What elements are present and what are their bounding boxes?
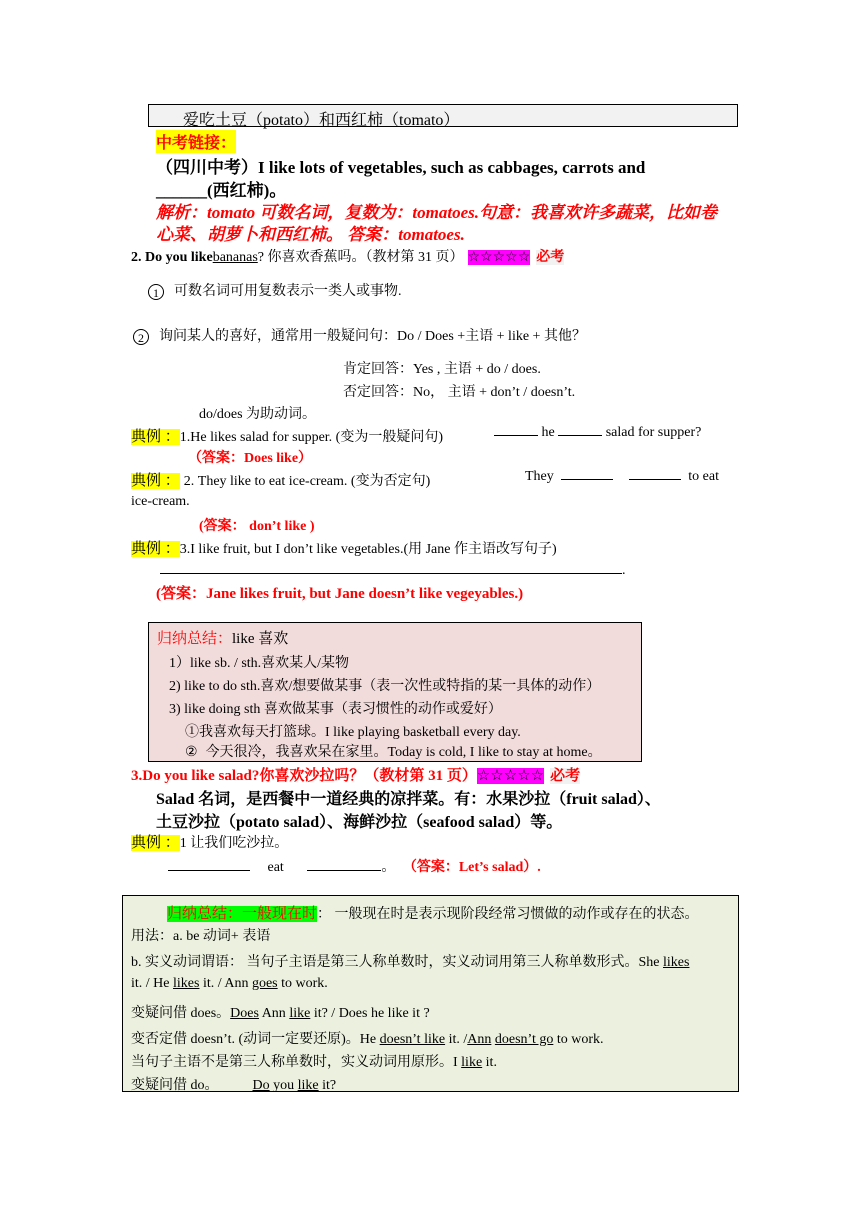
example-tag: 典例 ： <box>131 473 180 489</box>
q3-example <box>131 831 288 852</box>
q2-point1-text: 可数名词可用复数表示一类人或事物. <box>174 284 402 299</box>
summary2-line-3-c: to work. <box>281 976 328 991</box>
q2-point2 <box>133 325 586 345</box>
summary2-line-4-c: it? / Does he like it ? <box>313 1006 430 1021</box>
zhongkao-line2-rest: (西红柿)。 <box>207 181 287 200</box>
zhongkao-line1: （四川中考）I like lots of vegetables, such as cabbages, carrots and <box>156 158 646 177</box>
example-3-line <box>160 563 626 579</box>
q3-must-badge: 必考 <box>550 768 581 784</box>
summary-line-1: 1）like sb. / sth.喜欢某人/某物 <box>169 656 350 671</box>
keyword-do: Do <box>252 1078 270 1093</box>
summary2-line-4-b: Ann <box>261 1006 286 1021</box>
example-tag: 典例 ： <box>131 835 180 851</box>
q2-aux-note: do/does 为助动词。 <box>199 407 317 422</box>
circle-number-2: 2 <box>133 329 149 345</box>
example-1-text: 1.He likes salad for supper. (变为一般疑问句) <box>179 430 443 445</box>
q3-desc-1: Salad 名词，是西餐中一道经典的凉拌菜。有：水果沙拉（fruit salad）、 <box>156 791 661 808</box>
summary2-line-5 <box>131 1028 604 1048</box>
q3-desc-2: 土豆沙拉（potato salad）、海鲜沙拉（seafood salad）等。 <box>156 814 563 831</box>
keyword-does: Does <box>230 1006 259 1021</box>
summary-line-5-text: 今天很冷，我喜欢呆在家里。Today is cold, I like to stay at home。 <box>205 745 602 760</box>
q2-stars: ☆☆☆☆☆ <box>467 250 531 265</box>
answer-blank[interactable] <box>629 479 681 480</box>
q3-example-text: 1 让我们吃沙拉。 <box>179 836 289 851</box>
summary-title <box>157 627 288 648</box>
keyword-doesnt-go: doesn’t go <box>494 1032 554 1047</box>
answer-blank[interactable] <box>558 435 602 436</box>
zhongkao-analysis-2: 心菜、胡萝卜和西红柿。 答案：tomatoes. <box>156 225 465 244</box>
heading-box <box>148 104 738 127</box>
summary2-line-7-c: it? <box>322 1078 337 1093</box>
q2-no-answer: 否定回答：No， 主语 + don’t / doesn’t. <box>343 385 576 400</box>
example-1-end: salad for supper? <box>605 425 702 440</box>
answer-line[interactable] <box>160 573 622 574</box>
q3-title <box>131 764 580 785</box>
example-2-text: 2. They like to eat ice-cream. (变为否定句) <box>183 474 431 489</box>
summary-line-2: 2) like to do sth.喜欢/想要做某事（表一次性或特指的某一具体的动作） <box>169 679 601 694</box>
answer-blank[interactable] <box>561 479 613 480</box>
example-2-blanks <box>525 469 719 485</box>
keyword-like: like <box>289 1006 311 1021</box>
keyword-like: like <box>461 1055 483 1070</box>
summary2-line-5-b: it. / <box>448 1032 468 1047</box>
q2-rest: ? 你喜欢香蕉吗。（教材第 31 页） <box>257 250 464 265</box>
summary-line-3: 3) like doing sth 喜欢做某事（表习惯性的动作或爱好） <box>169 702 502 717</box>
q2-prefix: 2. Do you like <box>131 250 213 265</box>
summary2-line-4 <box>131 1002 430 1022</box>
summary2-title-rest: ： 一般现在时是表示现阶段经常习惯做的动作或存在的状态。 <box>317 907 699 922</box>
example-3 <box>131 537 557 558</box>
summary2-line-3-b: it. / Ann <box>202 976 249 991</box>
q3-example-eat: eat <box>267 860 284 875</box>
summary2-line-6-a: 当句子主语不是第三人称单数时，实义动词用原形。I <box>131 1055 458 1070</box>
q3-stars: ☆☆☆☆☆ <box>476 768 545 784</box>
q2-point2-text: 询问某人的喜好，通常用一般疑问句：Do / Does +主语 + like + 其他？ <box>159 329 586 344</box>
summary2-line-5-a: 变否定借 doesn’t. (动词一定要还原)。He <box>131 1032 377 1047</box>
example-1-mid: he <box>541 425 555 440</box>
example-3-end: . <box>622 563 626 578</box>
q3-title-text: 3.Do you like salad?你喜欢沙拉吗？（教材第 31 页） <box>131 768 477 784</box>
summary-title-label: 归纳总结： <box>157 631 233 647</box>
q2-title <box>131 246 564 266</box>
summary2-line-2-text: b. 实义动词谓语： 当句子主语是第三人称单数时，实义动词用第三人称单数形式。She <box>131 955 660 970</box>
example-3-text: 3.I like fruit, but I don’t like vegetables.(用 Jane 作主语改写句子) <box>179 542 557 557</box>
summary-title-topic: like 喜欢 <box>232 631 289 647</box>
keyword-ann: Ann <box>467 1032 492 1047</box>
summary-line-5 <box>185 741 602 761</box>
example-3-answer: (答案：Jane likes fruit, but Jane doesn’t like vegeyables.) <box>156 586 524 602</box>
example-2-they: They <box>525 469 554 484</box>
summary2-line-3 <box>131 976 328 992</box>
summary-box-like <box>148 622 642 762</box>
keyword-likes: likes <box>663 955 690 970</box>
circle-number-1: 1 <box>148 284 164 300</box>
summary-line-5-num: ② <box>185 745 198 760</box>
summary2-line-4-a: 变疑问借 does。 <box>131 1006 231 1021</box>
example-2-to: to eat <box>688 469 719 484</box>
summary2-line-7-a: 变疑问借 do。 <box>131 1078 219 1093</box>
example-2-line2: ice-cream. <box>131 494 190 509</box>
summary-line-4: ①我喜欢每天打篮球。I like playing basketball every day. <box>185 725 521 740</box>
q2-yes-answer: 肯定回答：Yes , 主语 + do / does. <box>343 362 541 377</box>
summary2-line-6 <box>131 1051 497 1071</box>
zhongkao-analysis-1: 解析：tomato 可数名词，复数为：tomatoes.句意：我喜欢许多蔬菜，比如卷 <box>156 203 717 222</box>
example-tag: 典例 ： <box>131 429 180 445</box>
summary2-line-3-a: it. / He <box>131 976 170 991</box>
keyword-doesnt-like: doesn’t like <box>379 1032 446 1047</box>
summary-box-present-tense <box>122 895 739 1092</box>
keyword-likes: likes <box>173 976 200 991</box>
summary2-line-6-b: it. <box>485 1055 497 1070</box>
summary2-line-5-c: to work. <box>556 1032 604 1047</box>
summary2-line-1: 用法：a. be 动词+ 表语 <box>131 929 271 944</box>
example-1-blanks <box>494 425 701 441</box>
answer-blank[interactable] <box>168 870 250 871</box>
example-1-answer: （答案：Does like） <box>188 451 313 466</box>
answer-blank[interactable] <box>494 435 538 436</box>
q2-word: bananas <box>212 250 258 265</box>
summary2-title-line <box>167 902 699 923</box>
example-tag: 典例 ： <box>131 541 180 557</box>
summary2-line-2 <box>131 951 689 971</box>
q2-must-badge: 必考 <box>536 250 565 265</box>
zhongkao-blank: ______ <box>156 181 207 200</box>
keyword-goes: goes <box>251 976 278 991</box>
q3-example-answer: （答案：Let’s salad）. <box>402 860 541 875</box>
summary2-title: 归纳总结：一般现在时 <box>167 906 318 922</box>
keyword-like: like <box>297 1078 319 1093</box>
summary2-line-7 <box>131 1074 336 1094</box>
example-2-answer: (答案： don’t like ) <box>199 519 315 534</box>
heading-text: 爱吃土豆（potato）和西红柿（tomato） <box>183 112 460 129</box>
summary2-line-7-b: you <box>273 1078 295 1093</box>
zhongkao-tag: 中考链接： <box>156 130 236 153</box>
q2-point1 <box>148 280 402 300</box>
answer-blank[interactable] <box>307 870 381 871</box>
example-1 <box>131 425 443 446</box>
q3-example-end: 。 <box>381 860 396 875</box>
q3-example-blanks <box>168 856 541 876</box>
example-2 <box>131 469 430 490</box>
